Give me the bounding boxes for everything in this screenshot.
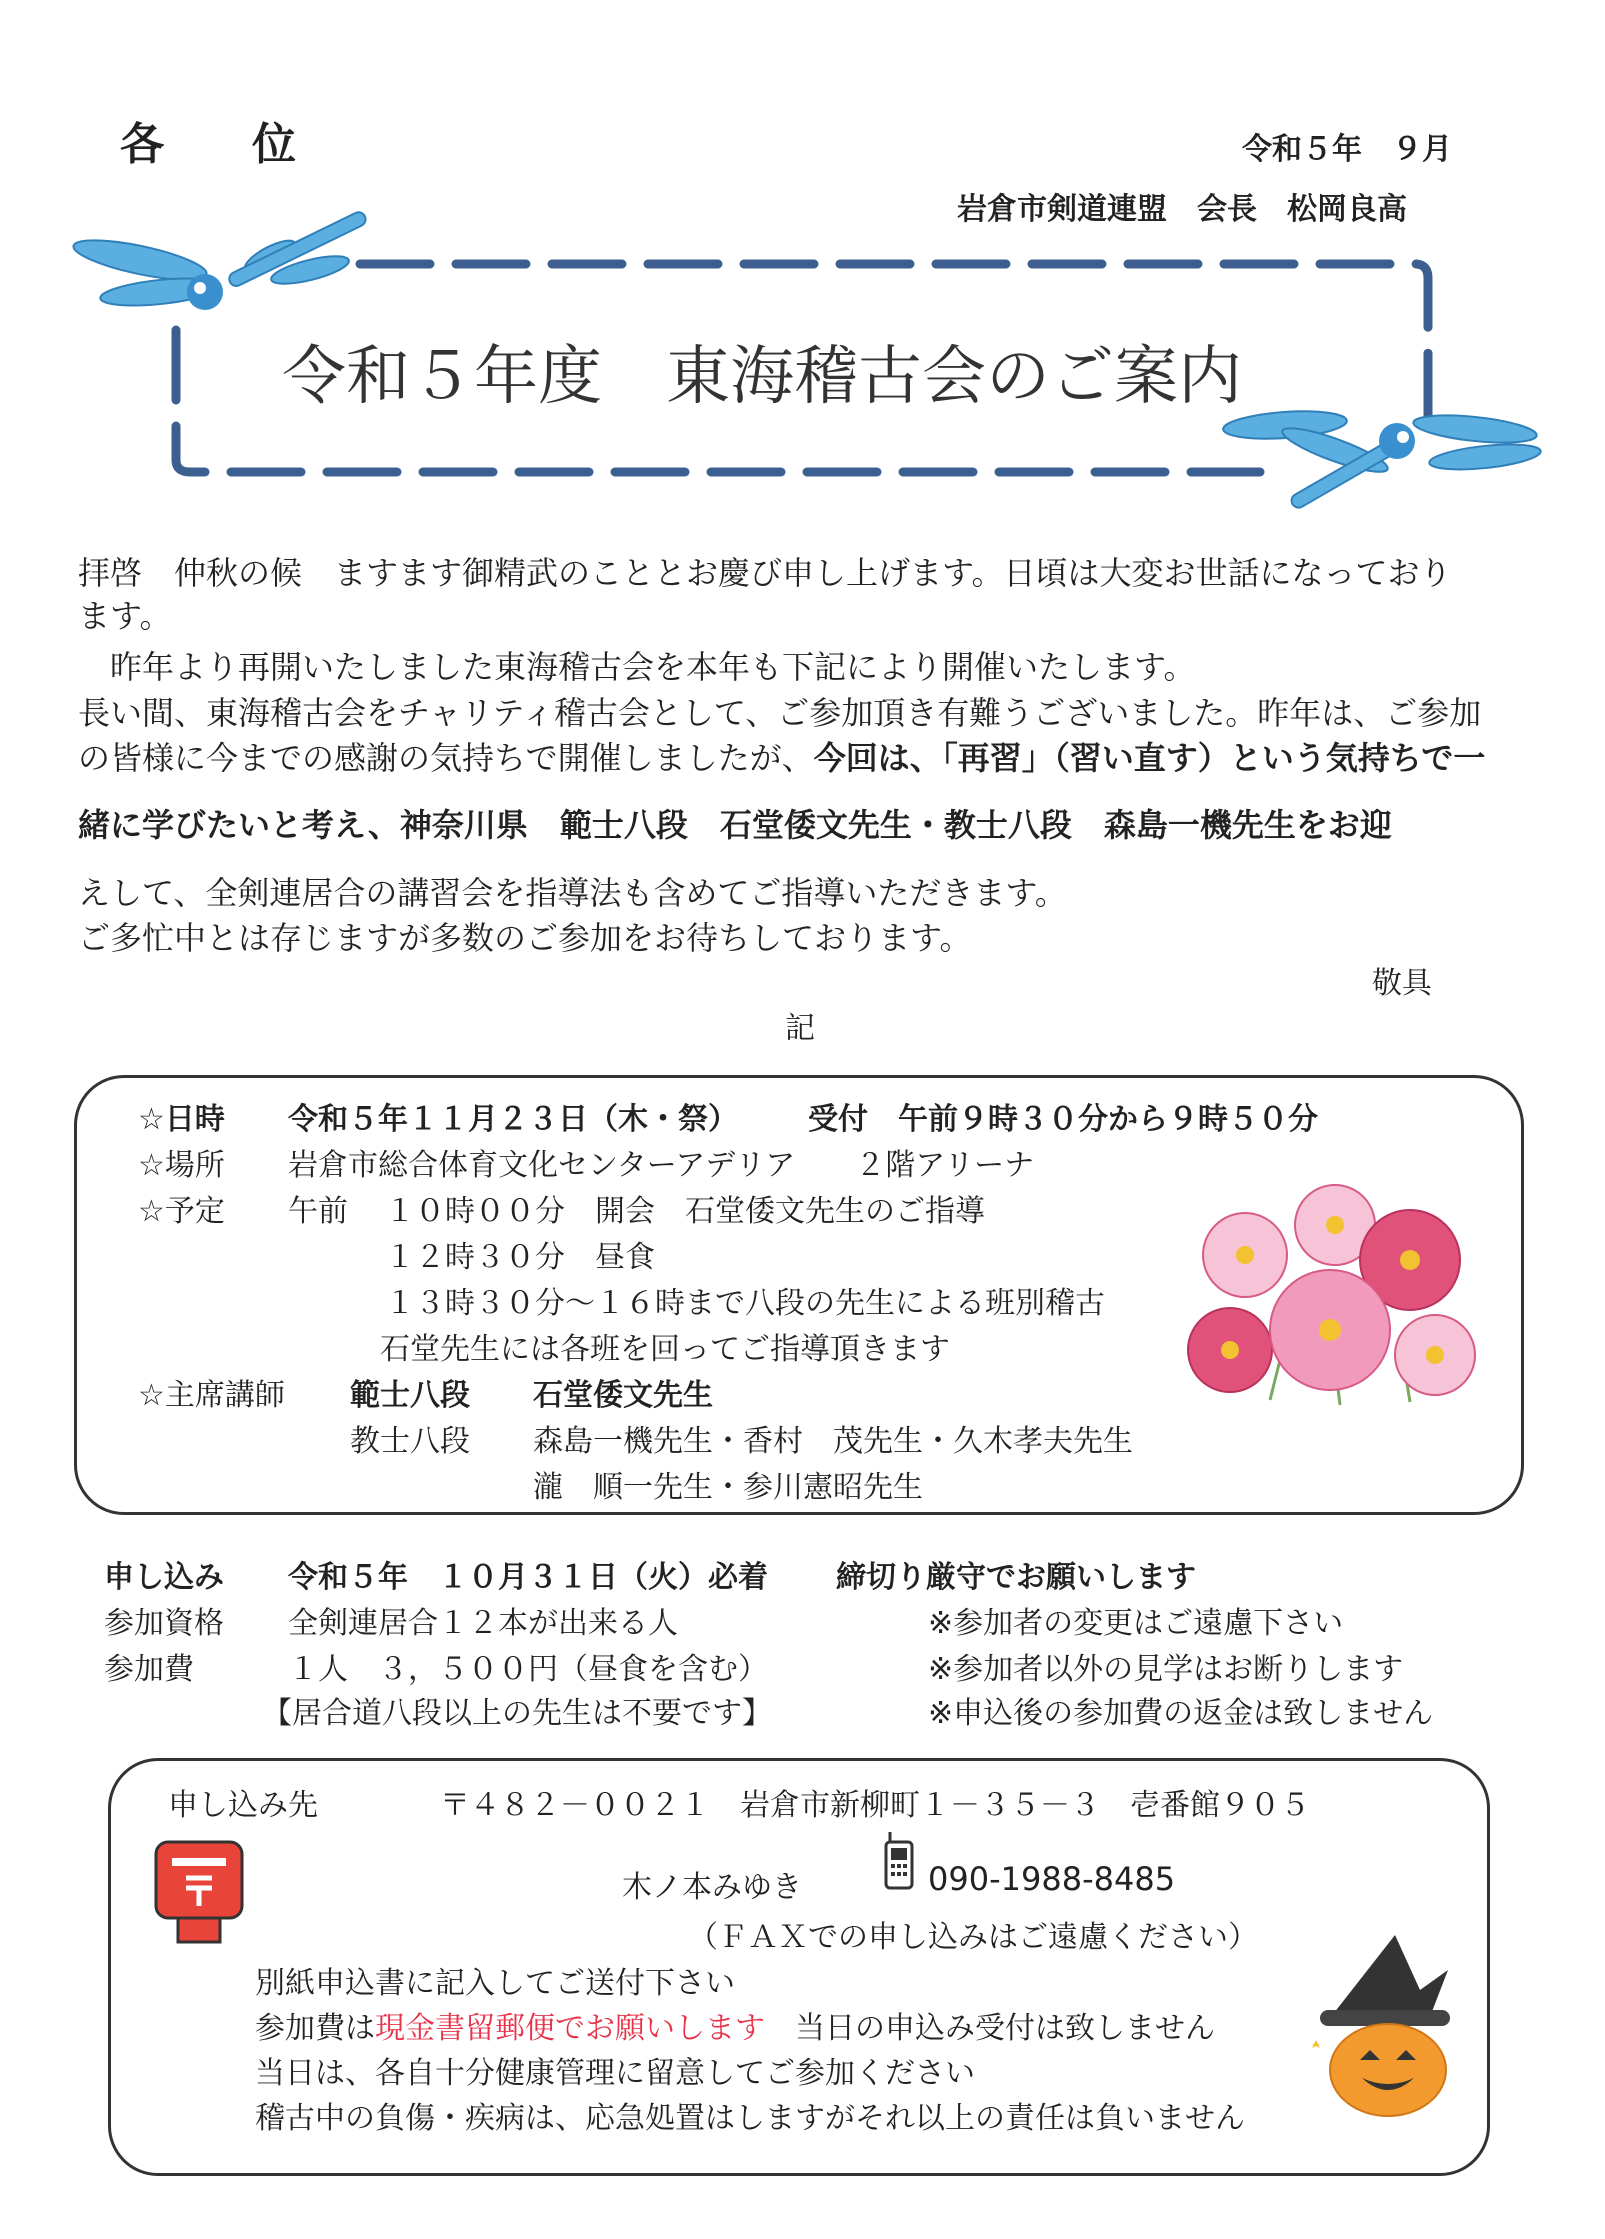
addressee: 各 位 — [120, 119, 296, 170]
deadline-value: 令和５年 １０月３１日（火）必着 — [288, 1560, 768, 1595]
change-note: ※参加者の変更はご遠慮下さい — [928, 1606, 1344, 1641]
letter-text: の皆様に今までの感謝の気持ちで開催しましたが、 — [78, 739, 814, 777]
ki-heading: 記 — [785, 1011, 815, 1046]
contact-note: 当日は、各自十分健康管理に留意してご参加ください — [255, 2056, 975, 2091]
contact-label: 申し込み先 — [168, 1788, 318, 1823]
letter-date: 令和５年 ９月 — [1242, 132, 1452, 167]
schedule-item: 石堂先生には各班を回ってご指導頂きます — [380, 1332, 950, 1367]
observer-note: ※参加者以外の見学はお断りします — [928, 1652, 1404, 1687]
postbox-icon — [150, 1836, 250, 1946]
letter-line: 拝啓 仲秋の候 ますます御精武のこととお慶び申し上げます。日頃は大変お世話になっており — [78, 554, 1452, 592]
hanshi-name: 石堂倭文先生 — [533, 1378, 713, 1413]
contact-phone: 090-1988-8485 — [928, 1860, 1176, 1898]
schedule-item: １０時００分 開会 石堂倭文先生のご指導 — [385, 1194, 985, 1229]
note-highlight: 現金書留郵便でお願いします — [375, 2011, 765, 2046]
pumpkin-icon — [1300, 1930, 1470, 2120]
qualification-label: 参加資格 — [104, 1606, 224, 1641]
date-value: 令和５年１１月２３日（木・祭） — [288, 1102, 738, 1137]
fax-note: （ＦＡＸでの申し込みはご遠慮ください） — [688, 1920, 1258, 1955]
cosmos-flower-icon — [1180, 1180, 1500, 1420]
contact-name: 木ノ本みゆき — [622, 1870, 802, 1905]
contact-note: 別紙申込書に記入してご送付下さい — [255, 1966, 735, 2001]
closing: 敬具 — [1372, 966, 1432, 1001]
place-label: ☆場所 — [138, 1148, 225, 1183]
contact-note — [255, 2003, 1215, 2047]
refund-note: ※申込後の参加費の返金は致しません — [928, 1696, 1434, 1731]
fee-value: １人 ３，５００円（昼食を含む） — [288, 1652, 768, 1687]
schedule-item: １２時３０分 昼食 — [385, 1240, 655, 1275]
note-text: 当日の申込み受付は致しません — [765, 2011, 1215, 2046]
letter-line: 緒に学びたいと考え、神奈川県 範士八段 石堂倭文先生・教士八段 森島一機先生をお迎 — [78, 806, 1392, 844]
qualification-value: 全剣連居合１２本が出来る人 — [288, 1606, 678, 1641]
dragonfly-icon — [1225, 405, 1555, 525]
schedule-am: 午前 — [288, 1194, 348, 1229]
deadline-label: 申し込み — [104, 1560, 224, 1595]
reception-time: 受付 午前９時３０分から９時５０分 — [808, 1102, 1318, 1137]
letter-line: えして、全剣連居合の講習会を指導法も含めてご指導いただきます。 — [78, 874, 1067, 912]
letter-line: 長い間、東海稽古会をチャリティ稽古会として、ご参加頂き有難うございました。昨年は、ご参加 — [78, 694, 1482, 732]
contact-address: 〒４８２－００２１ 岩倉市新柳町１－３５－３ 壱番館９０５ — [440, 1788, 1310, 1823]
date-label: ☆日時 — [138, 1102, 225, 1137]
letter-line: 昨年より再開いたしました東海稽古会を本年も下記により開催いたします。 — [78, 648, 1196, 686]
instructor-label: ☆主席講師 — [138, 1378, 285, 1413]
kyoshi-names: 森島一機先生・香村 茂先生・久木孝夫先生 — [533, 1424, 1133, 1459]
letter-line: ます。 — [78, 597, 172, 635]
contact-note: 稽古中の負傷・疾病は、応急処置はしますがそれ以上の責任は負いません — [255, 2101, 1245, 2136]
schedule-item: １３時３０分～１６時まで八段の先生による班別稽古 — [385, 1286, 1105, 1321]
letter-line: ご多忙中とは存じますが多数のご参加をお待ちしております。 — [78, 919, 972, 957]
schedule-label: ☆予定 — [138, 1194, 225, 1229]
deadline-note: 締切り厳守でお願いします — [836, 1560, 1196, 1595]
kyoshi-names: 瀧 順一先生・参川憲昭先生 — [533, 1470, 923, 1505]
fee-exempt: 【居合道八段以上の先生は不要です】 — [262, 1696, 772, 1731]
place-value: 岩倉市総合体育文化センターアデリア ２階アリーナ — [288, 1148, 1035, 1183]
fee-label: 参加費 — [104, 1652, 194, 1687]
page-title: 令和５年度 東海稽古会のご案内 — [282, 340, 1242, 414]
sender: 岩倉市剣道連盟 会長 松岡良高 — [957, 192, 1407, 227]
letter-line — [78, 733, 1485, 779]
letter-emphasis: 今回は、「再習」（習い直す）という気持ちで一 — [813, 739, 1486, 777]
kyoshi-rank: 教士八段 — [350, 1424, 470, 1459]
mobile-phone-icon — [882, 1830, 916, 1890]
note-text: 参加費は — [255, 2011, 375, 2046]
hanshi-rank: 範士八段 — [350, 1378, 470, 1413]
